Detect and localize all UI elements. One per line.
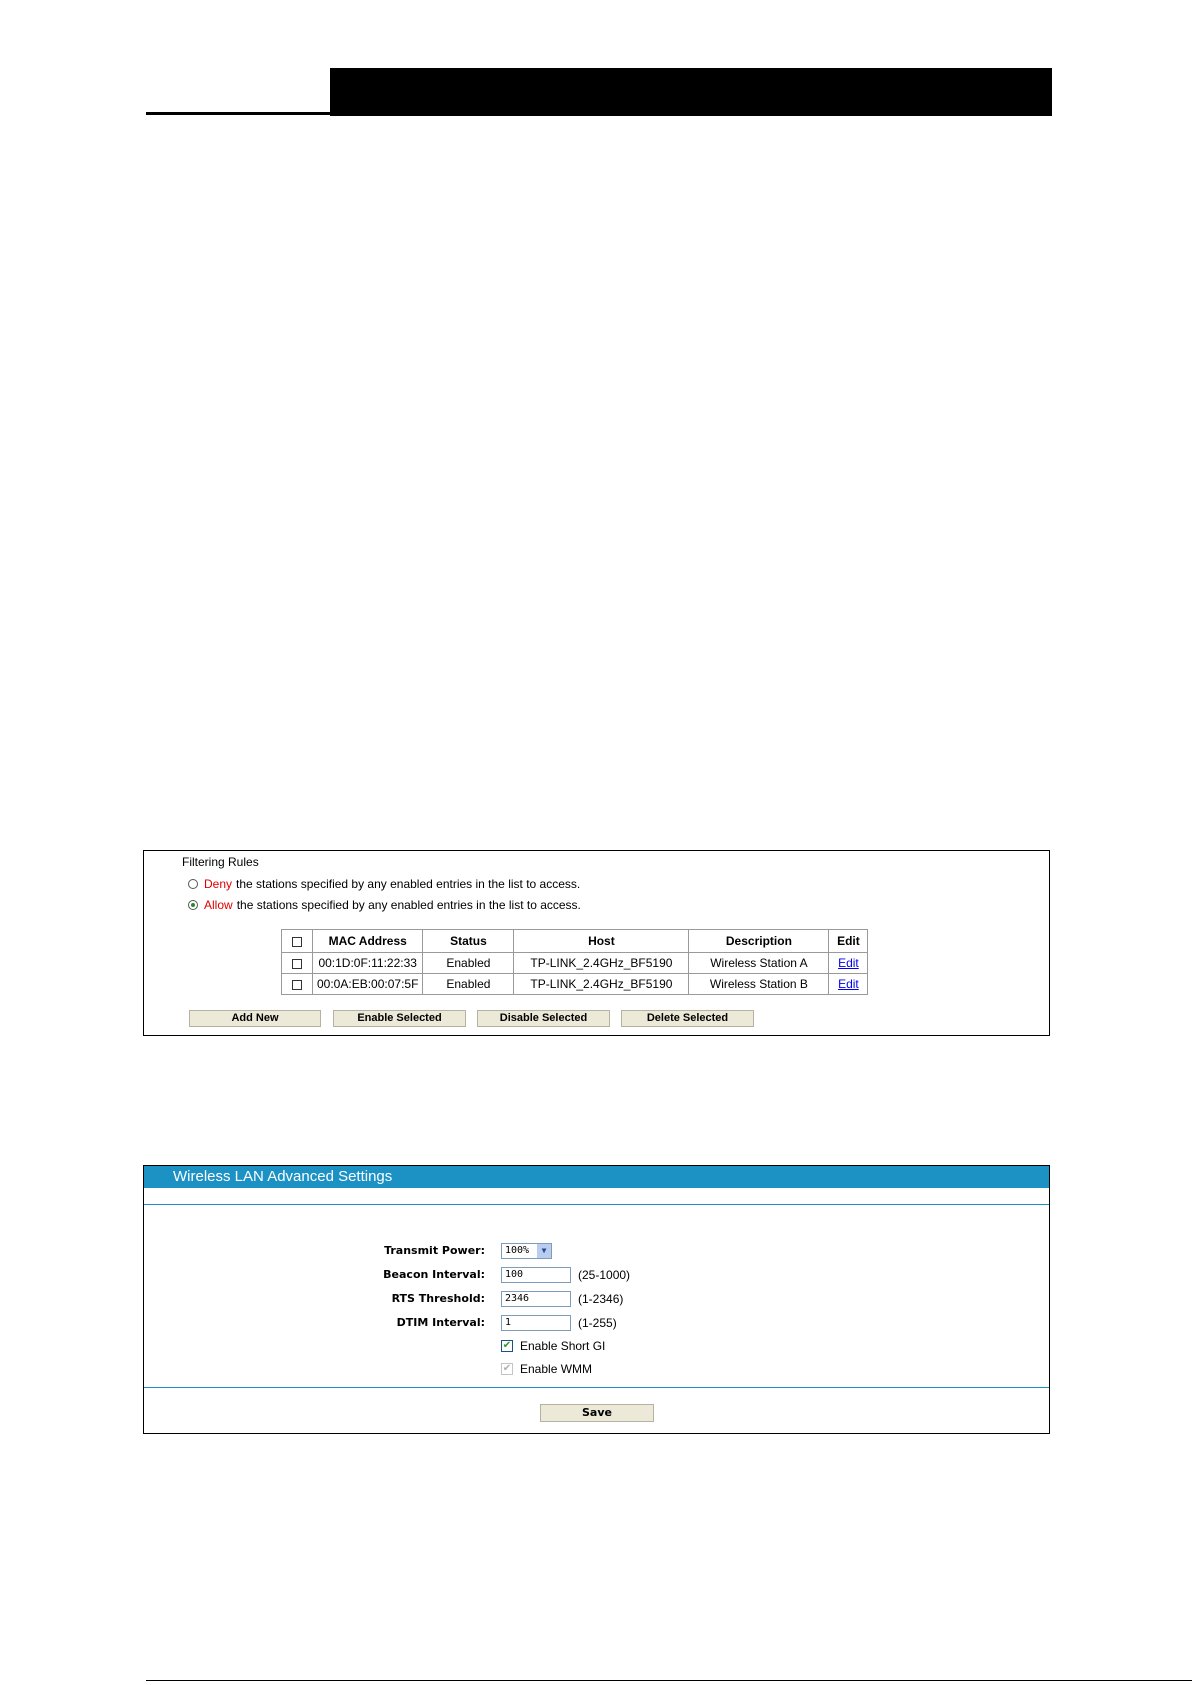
mac-address-table: [281, 929, 868, 995]
short-gi-label: Enable Short GI: [520, 1339, 606, 1353]
allow-rule-option[interactable]: [188, 898, 581, 912]
deny-keyword: Deny: [204, 877, 233, 891]
table-row: [282, 953, 868, 974]
rts-threshold-hint: (1-2346): [578, 1292, 624, 1306]
enable-selected-button[interactable]: Enable Selected: [333, 1010, 466, 1027]
edit-link[interactable]: Edit: [838, 977, 859, 991]
select-all-cell: [282, 930, 313, 953]
add-new-button[interactable]: Add New: [189, 1010, 321, 1027]
description-cell: Wireless Station A: [689, 953, 829, 974]
deny-rule-text: the stations specified by any enabled entries in the list to access.: [236, 877, 581, 891]
section-divider: [144, 1204, 1049, 1205]
allow-keyword: Allow: [204, 898, 233, 912]
filtering-rules-title: Filtering Rules: [182, 855, 259, 869]
status-cell: Enabled: [423, 974, 514, 995]
section-divider: [144, 1387, 1049, 1388]
allow-rule-text: the stations specified by any enabled entries in the list to access.: [236, 898, 581, 912]
wmm-checkbox: ✔: [502, 1363, 512, 1374]
beacon-interval-input[interactable]: 100: [501, 1267, 571, 1283]
save-button[interactable]: Save: [540, 1404, 654, 1422]
advanced-settings-panel: [143, 1165, 1050, 1434]
column-header-description: Description: [689, 930, 829, 953]
dtim-interval-hint: (1-255): [578, 1316, 617, 1330]
dtim-interval-input[interactable]: 1: [501, 1315, 571, 1331]
edit-link[interactable]: Edit: [838, 956, 859, 970]
beacon-interval-hint: (25-1000): [578, 1268, 631, 1282]
transmit-power-select[interactable]: [501, 1243, 552, 1259]
host-cell: TP-LINK_2.4GHz_BF5190: [514, 953, 689, 974]
edit-cell: [829, 974, 868, 995]
page-header-rule: [146, 112, 330, 115]
column-header-status: Status: [423, 930, 514, 953]
table-header-row: [282, 930, 868, 953]
mac-cell: 00:0A:EB:00:07:5F: [313, 974, 423, 995]
row-checkbox[interactable]: [292, 980, 302, 990]
transmit-power-value: 100%: [505, 1245, 530, 1256]
column-header-host: Host: [514, 930, 689, 953]
select-all-checkbox[interactable]: [292, 937, 302, 947]
mac-filtering-panel: [143, 850, 1050, 1036]
transmit-power-label: Transmit Power:: [384, 1244, 485, 1257]
allow-radio[interactable]: [188, 900, 198, 910]
short-gi-option[interactable]: [501, 1339, 605, 1353]
host-cell: TP-LINK_2.4GHz_BF5190: [514, 974, 689, 995]
wmm-label: Enable WMM: [520, 1362, 593, 1376]
short-gi-checkbox[interactable]: ✔: [502, 1340, 512, 1351]
delete-selected-button[interactable]: Delete Selected: [621, 1010, 754, 1027]
deny-rule-option[interactable]: [188, 877, 580, 891]
deny-radio[interactable]: [188, 879, 198, 889]
row-checkbox[interactable]: [292, 959, 302, 969]
status-cell: Enabled: [423, 953, 514, 974]
row-select-cell: [282, 953, 313, 974]
rts-threshold-label: RTS Threshold:: [391, 1292, 485, 1305]
rts-threshold-input[interactable]: 2346: [501, 1291, 571, 1307]
beacon-interval-label: Beacon Interval:: [383, 1268, 485, 1281]
wmm-option: [501, 1362, 592, 1376]
disable-selected-button[interactable]: Disable Selected: [477, 1010, 610, 1027]
mac-cell: 00:1D:0F:11:22:33: [313, 953, 423, 974]
page-header-bar: [330, 68, 1052, 116]
chevron-down-icon: ▼: [537, 1244, 551, 1258]
row-select-cell: [282, 974, 313, 995]
description-cell: Wireless Station B: [689, 974, 829, 995]
column-header-mac: MAC Address: [313, 930, 423, 953]
dtim-interval-label: DTIM Interval:: [396, 1316, 485, 1329]
edit-cell: [829, 953, 868, 974]
advanced-settings-title: Wireless LAN Advanced Settings: [144, 1166, 1049, 1188]
page-footer-rule: [146, 1680, 1192, 1681]
table-row: [282, 974, 868, 995]
column-header-edit: Edit: [829, 930, 868, 953]
